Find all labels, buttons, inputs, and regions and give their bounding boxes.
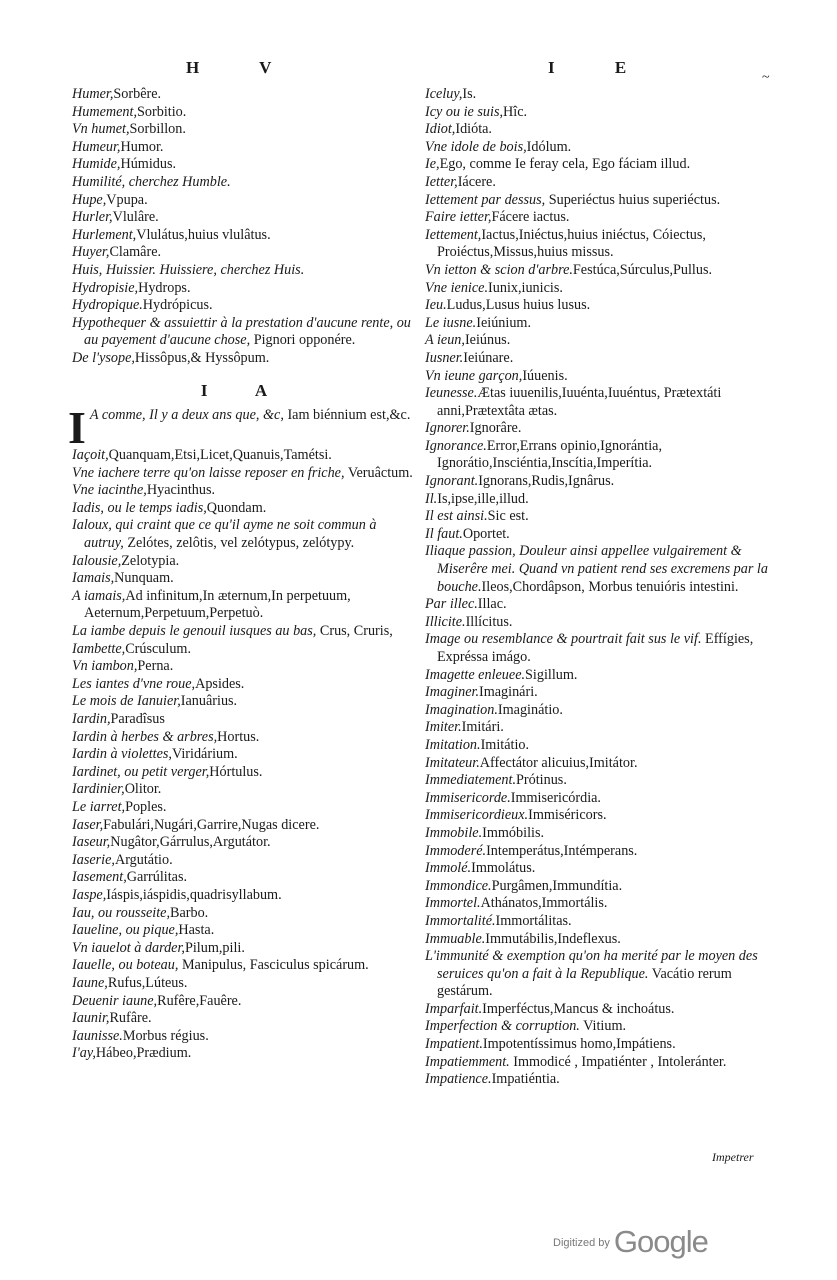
dictionary-entry: Iaçoit,Quanquam,Etsi,Licet,Quanuis,Tamétsi.: [72, 447, 332, 464]
dictionary-entry: Vne iacinthe,Hyacinthus.: [72, 482, 216, 499]
dictionary-entry: Ieu.Ludus,Lusus huius lusus.: [425, 297, 591, 314]
dictionary-entry: Imaginer.Imaginári.: [425, 684, 538, 701]
watermark-prefix: Digitized by: [553, 1237, 610, 1249]
ia-entries: [68, 402, 418, 1063]
dictionary-entry: Immoderé.Intemperátus,Intémperans.: [425, 842, 638, 859]
dictionary-entry: Impatience.Impatiéntia.: [425, 1071, 560, 1088]
dictionary-entry: Iaspe,Iáspis,iáspidis,quadrisyllabum.: [72, 886, 282, 903]
dictionary-entry: Immobile.Immóbilis.: [425, 824, 545, 841]
dictionary-entry: Iardin à herbes & arbres,Hortus.: [72, 728, 260, 745]
dictionary-entry: Le iarret,Poples.: [72, 798, 167, 815]
dictionary-entry: Ignorer.Ignorâre.: [425, 420, 522, 437]
dictionary-entry: Impatient.Impotentíssimus homo,Impátiens.: [425, 1036, 676, 1053]
dictionary-entry: Hypothequer & assuiettir à la prestation d'aucune rente, ou au payement d'aucune chose, Pignori opponére.: [72, 314, 411, 349]
running-head-right: I E: [548, 58, 655, 77]
dictionary-entry: Iliaque passion, Douleur ainsi appellee vulgairement & Miserêre mei. Quand vn patient rend ses excremens par la bouche.Ileos,Chordâpson, Morbus tenuióris intestini.: [425, 543, 768, 595]
dictionary-entry: Iusner.Ieiúnare.: [425, 349, 514, 366]
digitized-watermark: [553, 1224, 708, 1260]
dictionary-entry: Par illec.Illac.: [425, 596, 507, 613]
dictionary-entry: Immisericorde.Immisericórdia.: [425, 789, 601, 806]
dictionary-entry: La iambe depuis le genouil iusques au bas, Crus, Cruris,: [72, 623, 393, 640]
dictionary-entry: Imitateur.Affectátor alicuius,Imitátor.: [425, 754, 638, 771]
dictionary-entry: Humide,Húmidus.: [72, 156, 177, 173]
dictionary-entry: Vn humet,Sorbillon.: [72, 121, 186, 138]
dictionary-entry: Le iusne.Ieiúnium.: [425, 314, 532, 331]
left-column: [68, 86, 418, 1063]
dictionary-entry: Imitation.Imitátio.: [425, 736, 530, 753]
dictionary-entry: L'immunité & exemption qu'on ha merité par le moyen des seruices qu'on a fait à la Republique. Vacátio rerum gestárum.: [425, 948, 758, 1000]
dictionary-entry: Ietter,Iácere.: [425, 173, 496, 190]
dictionary-entry: Ieunesse.Ætas iuuenilis,Iuuénta,Iuuéntus, Prætextáti anni,Prætextâta ætas.: [425, 385, 722, 419]
dictionary-entry: Immolé.Immolátus.: [425, 860, 536, 877]
dictionary-entry: Imiter.Imitári.: [425, 719, 504, 736]
dictionary-entry: Les iantes d'vne roue,Apsides.: [72, 675, 245, 692]
dictionary-entry: Vne iachere terre qu'on laisse reposer en friche, Veruâctum.: [72, 464, 413, 481]
dictionary-entry: Immortel.Athánatos,Immortális.: [425, 895, 608, 912]
dictionary-entry: Faire ietter,Fácere iactus.: [425, 209, 570, 226]
watermark-brand: Google: [613, 1224, 708, 1259]
dictionary-entry: Humilité, cherchez Humble.: [72, 173, 231, 190]
dictionary-entry: Immediatement.Prótinus.: [425, 772, 567, 789]
dictionary-entry: Iettement par dessus, Superiéctus huius superiéctus.: [425, 191, 721, 208]
dictionary-entry: Hydropique.Hydrópicus.: [72, 297, 213, 314]
dictionary-entry: Iaueline, ou pique,Hasta.: [72, 922, 215, 939]
dictionary-entry: Vne idole de bois,Idólum.: [425, 138, 572, 155]
dictionary-entry: Humement,Sorbitio.: [72, 103, 187, 120]
dictionary-entry: Il.Is,ipse,ille,illud.: [425, 490, 529, 507]
dictionary-entry: Ialoux, qui craint que ce qu'il ayme ne soit commun à autruy, Zelótes, zelôtis, vel zelótypus, zelótypy.: [72, 517, 377, 552]
dictionary-entry: I'ay,Hábeo,Prædium.: [72, 1045, 192, 1062]
hv-entries: [72, 86, 418, 368]
dictionary-entry: Immortalité.Immortálitas.: [425, 912, 572, 929]
dictionary-entry: Idiot,Idióta.: [425, 121, 492, 138]
dictionary-entry: Vne ienice.Iunix,iunicis.: [425, 279, 563, 296]
catchword: Impetrer: [712, 1150, 754, 1164]
dictionary-entry: Humeur,Humor.: [72, 138, 164, 155]
dictionary-entry: Vn ietton & scion d'arbre.Festúca,Súrculus,Pullus.: [425, 261, 713, 278]
dictionary-entry: Iasement,Garrúlitas.: [72, 869, 188, 886]
dictionary-entry: Immisericordieux.Immiséricors.: [425, 807, 607, 824]
right-column: [425, 86, 777, 1089]
dictionary-entry: A iamais,Ad infinitum,In æternum,In perpetuum, Aeternum,Perpetuum,Perpetuò.: [72, 587, 351, 622]
dictionary-entry: Vn ieune garçon,Iúuenis.: [425, 367, 568, 384]
dictionary-entry: Vn iambon,Perna.: [72, 658, 174, 675]
dictionary-entry: Iaunir,Rufâre.: [72, 1010, 152, 1027]
dictionary-entry: Iambette,Crúsculum.: [72, 640, 191, 657]
dictionary-entry: Iaserie,Argutátio.: [72, 851, 173, 868]
dictionary-entry: Ignorant.Ignorans,Rudis,Ignârus.: [425, 473, 615, 490]
dictionary-entry: Imagination.Imaginátio.: [425, 701, 563, 718]
dictionary-entry: Deuenir iaune,Rufêre,Fauêre.: [72, 992, 242, 1009]
dictionary-entry: Hupe,Vpupa.: [72, 191, 148, 208]
dictionary-entry: Ie,Ego, comme Ie feray cela, Ego fáciam illud.: [425, 156, 691, 173]
drop-cap: I: [68, 402, 86, 454]
dictionary-entry: Iaune,Rufus,Lúteus.: [72, 974, 188, 991]
dictionary-entry: Iamais,Nunquam.: [72, 570, 174, 587]
dictionary-entry: Hurler,Vlulâre.: [72, 209, 159, 226]
dictionary-entry: Iardinier,Olitor.: [72, 781, 162, 798]
dictionary-entry: Humer,Sorbêre.: [72, 86, 162, 102]
dictionary-entry: Immondice.Purgâmen,Immundítia.: [425, 877, 623, 894]
dictionary-entry: Hurlement,Vlulátus,huius vlulâtus.: [72, 226, 271, 243]
dictionary-entry: De l'ysope,Hissôpus,& Hyssôpum.: [72, 349, 270, 366]
dictionary-entry: Iardinet, ou petit verger,Hórtulus.: [72, 763, 263, 780]
dictionary-entry: Huis, Huissier. Huissiere, cherchez Huis.: [72, 261, 305, 278]
dictionary-entry: A ieun,Ieiúnus.: [425, 332, 511, 349]
dictionary-entry: Il faut.Oportet.: [425, 525, 510, 542]
dictionary-entry: Iaseur,Nugâtor,Gárrulus,Argutátor.: [72, 834, 271, 851]
dictionary-entry: Immuable.Immutábilis,Indeflexus.: [425, 930, 621, 947]
dictionary-entry: Icy ou ie suis,Hîc.: [425, 103, 528, 120]
dictionary-entry: Hydropisie,Hydrops.: [72, 279, 191, 296]
dictionary-entry: Imagette enleuee.Sigillum.: [425, 666, 578, 683]
dictionary-entry: Iardin,Paradîsus: [72, 711, 165, 727]
dictionary-entry: Iau, ou rousseite,Barbo.: [72, 904, 209, 921]
dictionary-entry: Iettement,Iactus,Iniéctus,huius iniéctus, Cóiectus, Proiéctus,Missus,huius missus.: [425, 226, 706, 261]
dictionary-entry: Image ou resemblance & pourtrait fait sus le vif. Effígies, Expréssa imágo.: [425, 631, 754, 665]
dictionary-entry: Il est ainsi.Sic est.: [425, 508, 529, 525]
dictionary-entry: Ignorance.Error,Errans opinio,Ignorántia, Ignorátio,Insciéntia,Inscítia,Imperítia.: [425, 437, 662, 472]
dictionary-entry: Iceluy,Is.: [425, 86, 477, 102]
section-title-ia: I A: [200, 380, 290, 400]
dictionary-entry: Imparfait.Imperféctus,Mancus & inchoátus.: [425, 1000, 675, 1017]
running-head-left: H V: [186, 58, 300, 77]
dictionary-entry: Ialousie,Zelotypia.: [72, 552, 180, 569]
dictionary-entry: I A comme, Il y a deux ans que, &c, Iam biénnium est,&c.: [68, 402, 411, 454]
dictionary-entry: Iardin à violettes,Viridárium.: [72, 746, 238, 763]
dictionary-entry: Illicite.Illícitus.: [425, 613, 513, 630]
dictionary-entry: Vn iauelot à darder,Pilum,pili.: [72, 939, 245, 956]
dictionary-entry: Iaunisse.Morbus régius.: [72, 1027, 209, 1044]
ornament-mark: ~: [762, 70, 770, 85]
dictionary-entry: Huyer,Clamâre.: [72, 244, 162, 261]
dictionary-entry: Le mois de Ianuier,Ianuârius.: [72, 693, 238, 710]
dictionary-entry: Impatiemment. Immodicé , Impatiénter , Intoleránter.: [425, 1053, 727, 1070]
dictionary-entry: Iadis, ou le temps iadis,Quondam.: [72, 499, 267, 516]
dictionary-entry: Iauelle, ou boteau, Manipulus, Fasciculus spicárum.: [72, 957, 369, 974]
dictionary-entry: Iaser,Fabulári,Nugári,Garrire,Nugas dicere.: [72, 816, 320, 833]
dictionary-entry: Imperfection & corruption. Vitium.: [425, 1018, 627, 1035]
